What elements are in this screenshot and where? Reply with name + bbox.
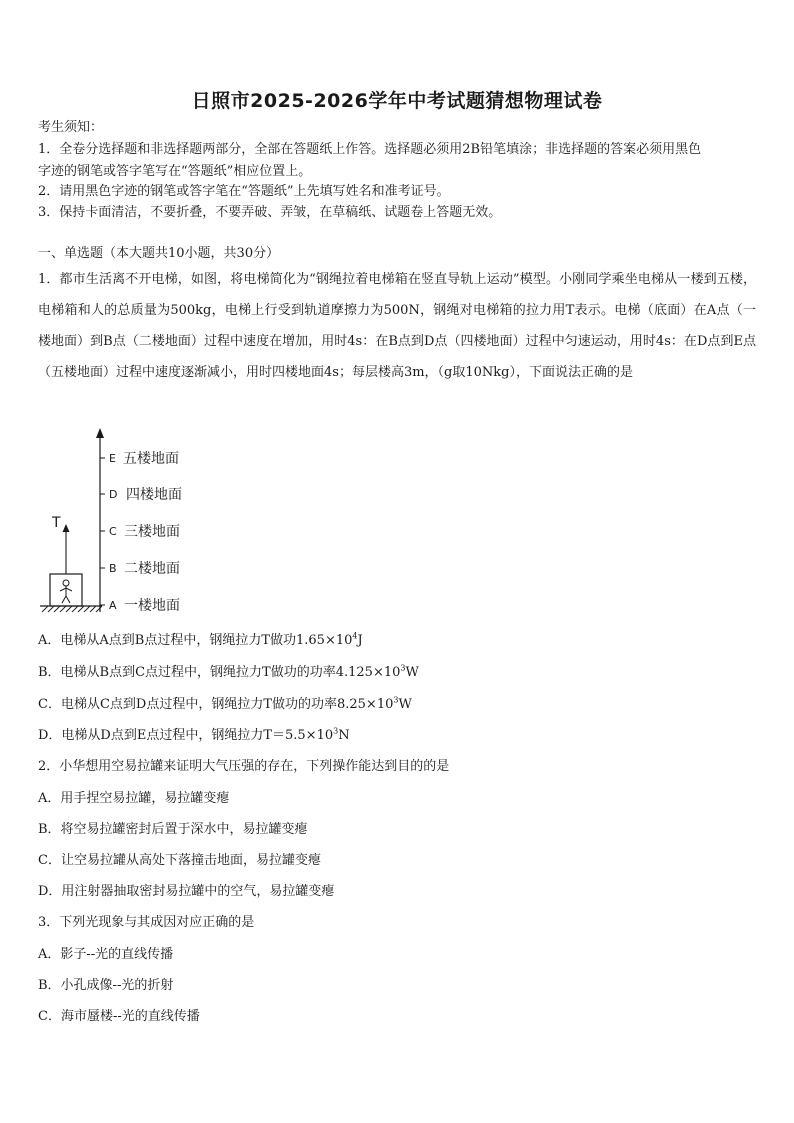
- q3-option-a: A．影子--光的直线传播: [38, 947, 174, 962]
- passenger-icon: [60, 580, 72, 603]
- notice-item-3: 3．保持卡面清洁，不要折叠，不要弄破、弄皱，在草稿纸、试题卷上答题无效。: [38, 205, 502, 220]
- question-3-stem: 3．下列光现象与其成因对应正确的是: [38, 915, 255, 930]
- notice-heading: 考生须知：: [38, 120, 104, 135]
- floor-name: 五楼地面: [123, 451, 179, 467]
- floor-A: [100, 597, 180, 614]
- q1-option-b: B．电梯从B点到C点过程中，钢绳拉力T做功的功率$4.125\times 10^3W$: [38, 663, 419, 680]
- q3-option-b: B．小孔成像--光的折射: [38, 978, 174, 993]
- q3-option-c: C．海市蜃楼--光的直线传播: [38, 1009, 200, 1024]
- floor-letter: D: [109, 488, 118, 501]
- floor-letter: A: [109, 599, 117, 612]
- tension-label: T: [52, 515, 61, 531]
- floor-name: 四楼地面: [126, 487, 182, 503]
- q1-option-d: D．电梯从D点到E点过程中，钢绳拉力$T=5.5\times 10^3N$: [38, 726, 350, 743]
- axis-arrow-icon: [96, 428, 104, 438]
- q2-option-d: D．用注射器抽取密封易拉罐中的空气，易拉罐变瘪: [38, 884, 335, 899]
- tension-arrow-icon: [63, 524, 70, 532]
- floor-B: [100, 560, 180, 577]
- floor-D: [100, 486, 182, 503]
- question-1-stem: 1．都市生活离不开电梯，如图，将电梯简化为“钢绳拉着电梯箱在竖直导轨上运动”模型。小刚同学乘坐电梯从一楼到五楼，电梯箱和人的总质量为500kg，电梯上行受到轨道摩擦力为500N，钢绳对电梯箱的拉力用T表示。电梯（底面）在A点（一楼地面）到B点（二楼地面）过程中速度在增加，用时4s：在B点到D点（四楼地面）过程中匀速运动，用时4s：在D点到E点（五楼地面）过程中速度逐渐减小，用时四楼地面4s；每层楼高3m，（g取10Nkg），下面说法正确的是: [38, 272, 756, 380]
- floor-E: [100, 450, 179, 467]
- floor-name: 二楼地面: [124, 561, 180, 577]
- q2-option-b: B．将空易拉罐密封后置于深水中，易拉罐变瘪: [38, 822, 308, 837]
- q2-option-c: C．让空易拉罐从高处下落撞击地面，易拉罐变瘪: [38, 853, 321, 868]
- q2-option-a: A．用手捏空易拉罐，易拉罐变瘪: [38, 791, 230, 806]
- floor-letter: E: [109, 452, 116, 465]
- elevator-diagram: [36, 426, 206, 618]
- section-heading: 一、单选题（本大题共10小题，共30分）: [38, 246, 280, 261]
- q1-option-a: A．电梯从A点到B点过程中，钢绳拉力T做功$1.65\times 10^4J$: [38, 631, 363, 648]
- q1-option-c: C．电梯从C点到D点过程中，钢绳拉力T做功的功率$8.25\times 10^3W$: [38, 695, 412, 712]
- floor-C: [100, 523, 180, 540]
- notice-item-2: 2．请用黑色字迹的钢笔或答字笔在“答题纸”上先填写姓名和准考证号。: [38, 184, 450, 199]
- floor-letter: B: [109, 562, 117, 575]
- floor-name: 三楼地面: [124, 524, 180, 540]
- floor-name: 一楼地面: [124, 598, 180, 614]
- exam-title: 日照市2025-2026学年中考试题猜想物理试卷: [191, 90, 603, 112]
- notice-item-1-cont: 字迹的钢笔或答字笔写在“答题纸”相应位置上。: [38, 164, 312, 179]
- floor-letter: C: [109, 525, 117, 538]
- notice-item-1: 1．全卷分选择题和非选择题两部分，全部在答题纸上作答。选择题必须用2B铅笔填涂；非选择题的答案必须用黑色: [38, 142, 702, 157]
- question-2-stem: 2．小华想用空易拉罐来证明大气压强的存在，下列操作能达到目的的是: [38, 759, 450, 774]
- ground-hatch: [42, 606, 102, 612]
